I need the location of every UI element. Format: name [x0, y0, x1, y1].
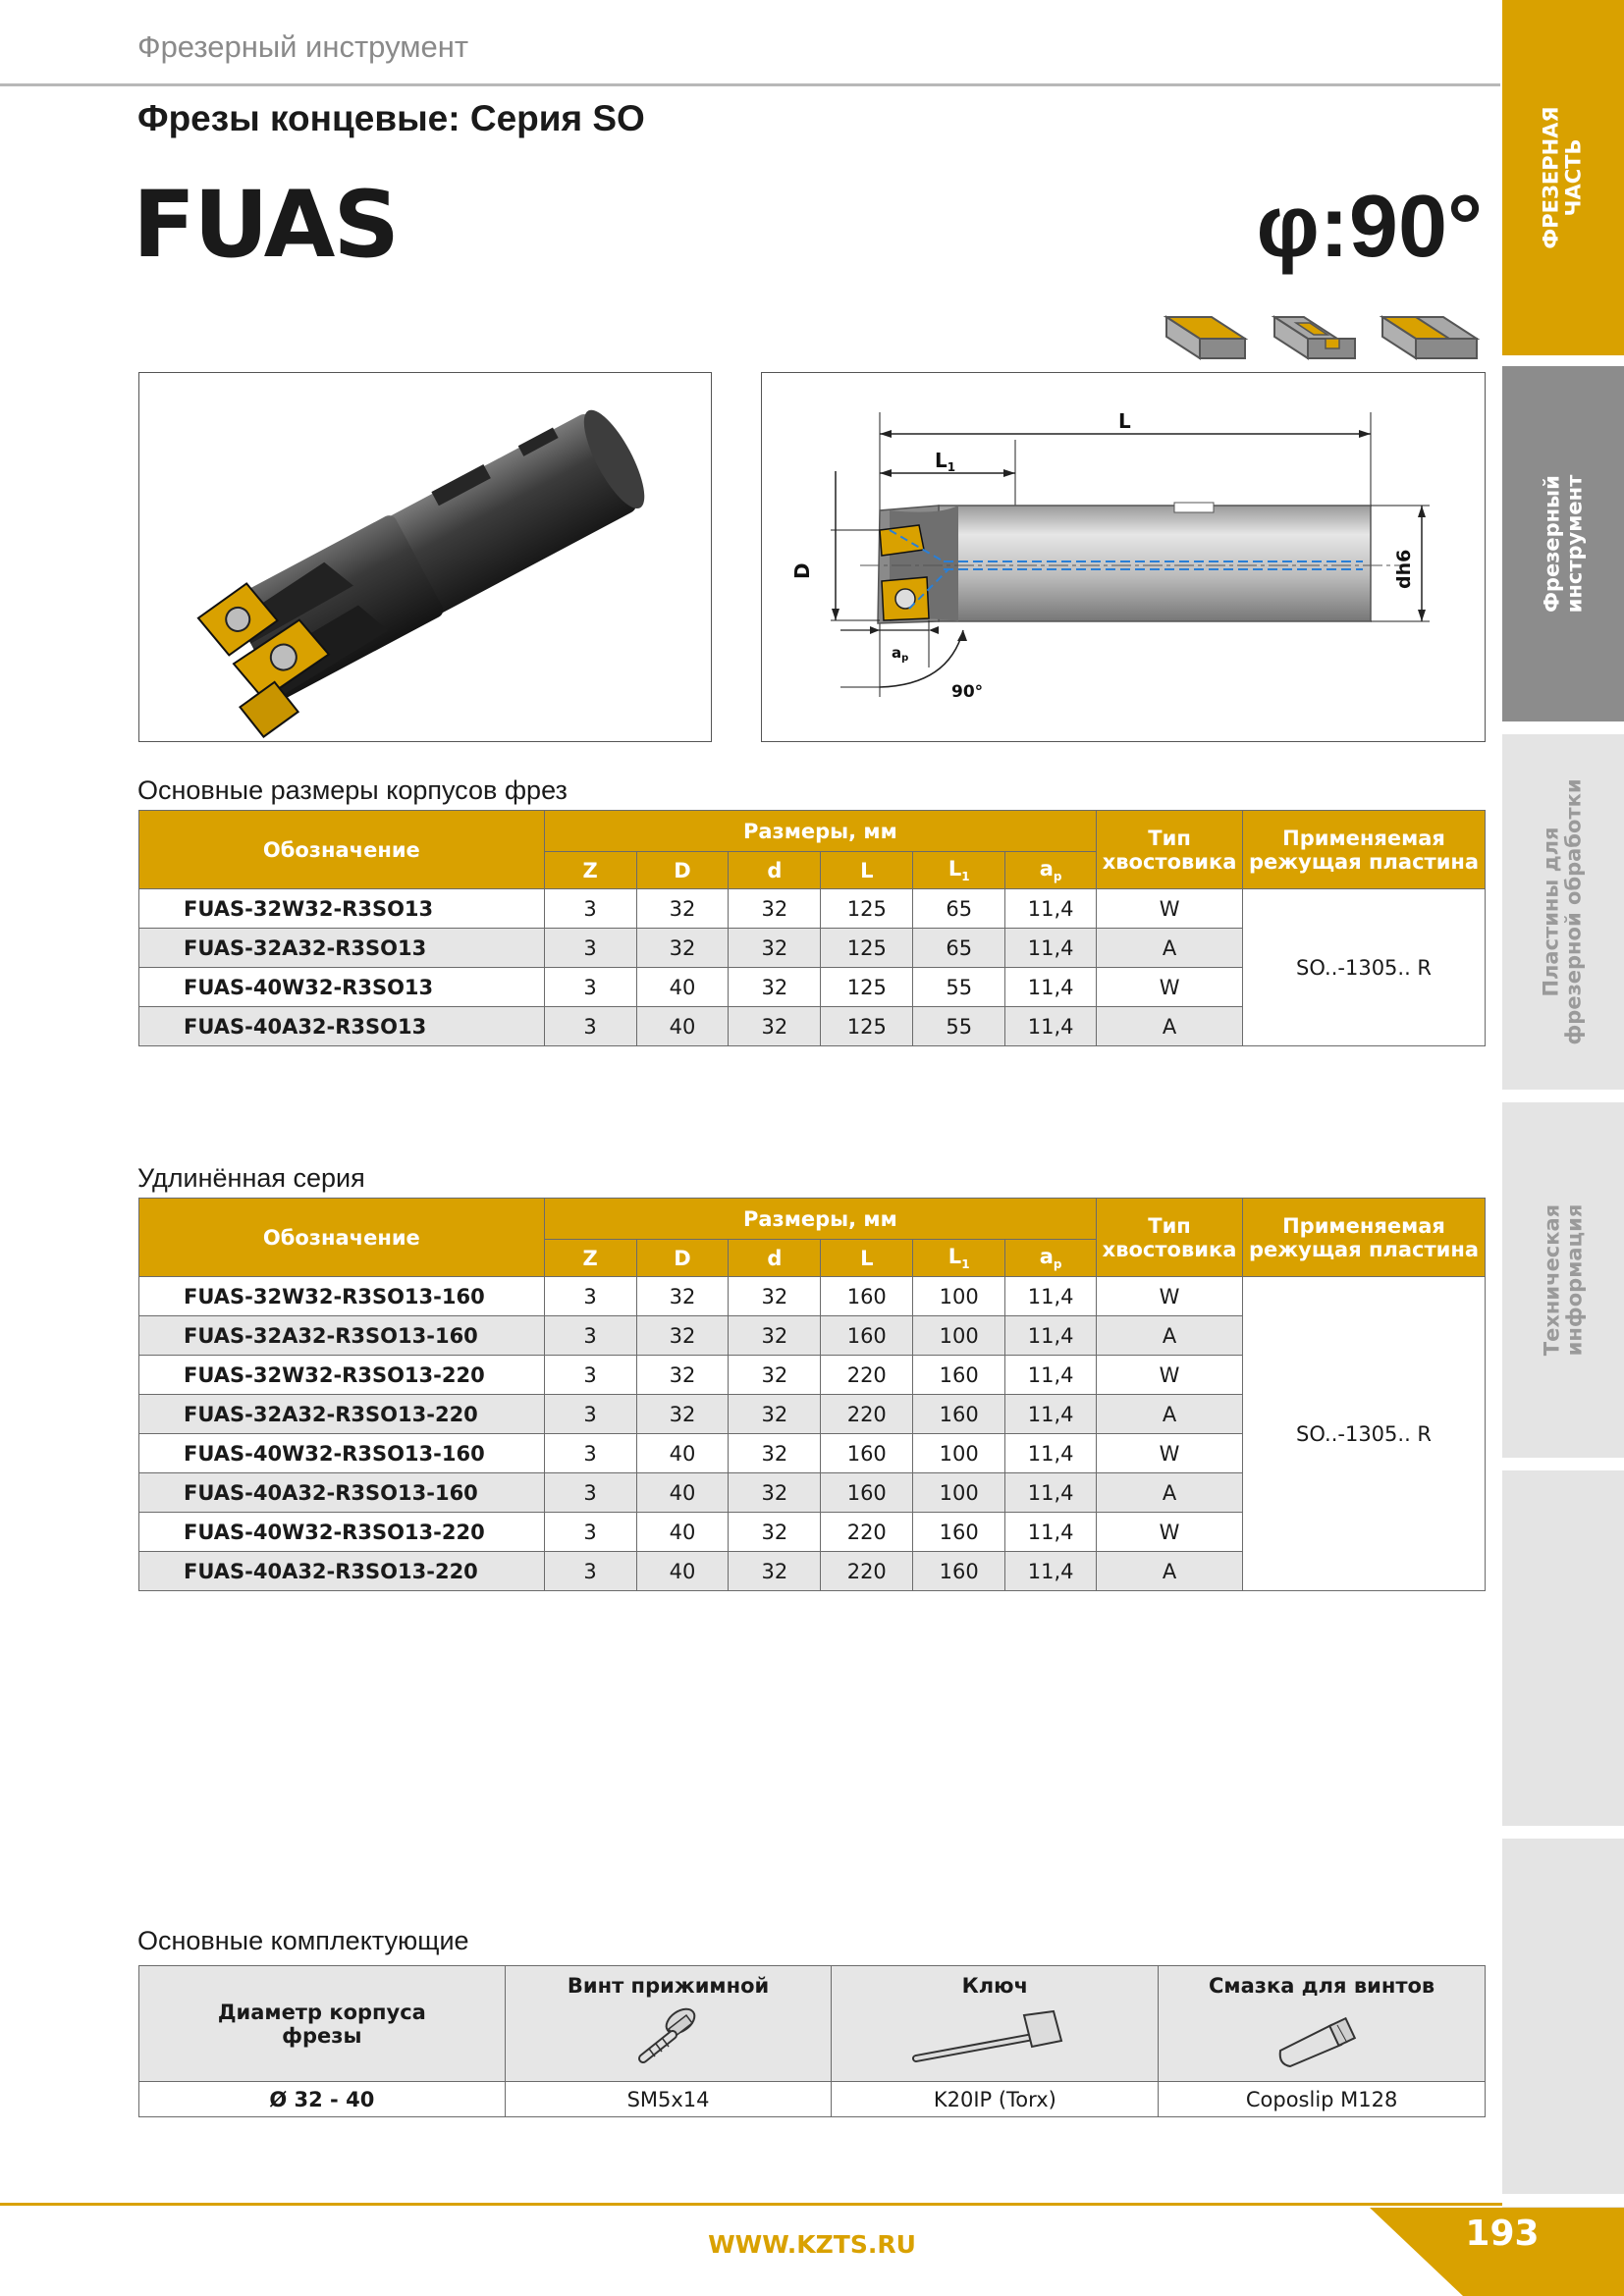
cell-code: FUAS-40A32-R3SO13 — [139, 1007, 545, 1046]
cell-D: 32 — [636, 1395, 729, 1434]
side-tab-technical-info[interactable] — [1502, 1102, 1624, 1458]
cell-D: 32 — [636, 929, 729, 968]
cell-ap: 11,4 — [1005, 1552, 1097, 1591]
cell-insert: SO..-1305.. R — [1243, 889, 1486, 1046]
col-d: d — [729, 1240, 821, 1277]
cell-code: FUAS-40A32-R3SO13-160 — [139, 1473, 545, 1513]
cell-z: 3 — [544, 1395, 636, 1434]
dimension-drawing — [762, 373, 1487, 743]
cell-z: 3 — [544, 1356, 636, 1395]
lead-angle-label: φ:90° — [1256, 178, 1483, 276]
cell-L: 220 — [821, 1552, 913, 1591]
cell-code: FUAS-40W32-R3SO13-220 — [139, 1513, 545, 1552]
cell-d: 32 — [729, 1434, 821, 1473]
cell-z: 3 — [544, 1473, 636, 1513]
cell-code: FUAS-32A32-R3SO13-220 — [139, 1395, 545, 1434]
acc-grease-label: Смазка для винтов — [1209, 1974, 1435, 1998]
cell-code: FUAS-40W32-R3SO13-160 — [139, 1434, 545, 1473]
side-tab-label: Техническая информация — [1540, 1203, 1586, 1357]
cell-d: 32 — [729, 968, 821, 1007]
acc-key-value: K20IP (Torx) — [832, 2082, 1159, 2117]
cell-z: 3 — [544, 1434, 636, 1473]
cell-z: 3 — [544, 1513, 636, 1552]
acc-screw-value: SM5x14 — [505, 2082, 832, 2117]
col-L1: $L_1$ — [913, 1240, 1005, 1277]
acc-col-diameter: Диаметр корпуса фрезы — [139, 1966, 506, 2082]
cell-L1: 55 — [913, 968, 1005, 1007]
cell-z: 3 — [544, 1552, 636, 1591]
cell-ap: 11,4 — [1005, 1473, 1097, 1513]
col-insert: Применяемая режущая пластина — [1243, 1199, 1486, 1277]
dim-dh6-label: dh6 — [1393, 549, 1415, 589]
cell-L: 160 — [821, 1277, 913, 1316]
acc-diameter-value: Ø 32 - 40 — [139, 2082, 506, 2117]
cell-shank: W — [1097, 968, 1243, 1007]
cell-code: FUAS-32W32-R3SO13 — [139, 889, 545, 929]
side-tab-milling-part[interactable] — [1502, 0, 1624, 355]
dim-angle-label: 90° — [951, 682, 984, 702]
cell-L1: 100 — [913, 1473, 1005, 1513]
side-tab-label: ФРЕЗЕРНАЯ ЧАСТЬ — [1540, 106, 1586, 249]
cell-L1: 65 — [913, 889, 1005, 929]
slot-milling-icon — [1274, 317, 1355, 358]
col-designation: Обозначение — [139, 1199, 545, 1277]
col-dimensions: Размеры, мм — [544, 1199, 1096, 1240]
cell-D: 32 — [636, 1356, 729, 1395]
side-tab-label: Фрезерный инструмент — [1540, 474, 1586, 614]
dim-L-label: L — [1118, 409, 1131, 433]
cell-L1: 160 — [913, 1356, 1005, 1395]
col-insert: Применяемая режущая пластина — [1243, 811, 1486, 889]
cell-code: FUAS-40A32-R3SO13-220 — [139, 1552, 545, 1591]
cell-ap: 11,4 — [1005, 1277, 1097, 1316]
product-photo — [138, 372, 712, 742]
cell-d: 32 — [729, 1277, 821, 1316]
col-ap: $a_p$ — [1005, 852, 1097, 889]
cell-D: 32 — [636, 889, 729, 929]
side-tab-label: Пластины для фрезерной обработки — [1540, 778, 1587, 1045]
col-L: L — [821, 852, 913, 889]
cell-d: 32 — [729, 889, 821, 929]
cell-z: 3 — [544, 1316, 636, 1356]
cell-d: 32 — [729, 1552, 821, 1591]
cell-d: 32 — [729, 1473, 821, 1513]
acc-screw-label: Винт прижимной — [567, 1974, 770, 1998]
cell-L1: 55 — [913, 1007, 1005, 1046]
cell-L: 160 — [821, 1434, 913, 1473]
footer-url[interactable]: WWW.KZTS.RU — [708, 2230, 916, 2259]
accessories-table — [138, 1965, 1486, 2117]
cell-L1: 65 — [913, 929, 1005, 968]
cell-D: 40 — [636, 1552, 729, 1591]
acc-col-screw — [505, 1966, 832, 2082]
cell-L1: 160 — [913, 1395, 1005, 1434]
cell-insert: SO..-1305.. R — [1243, 1277, 1486, 1591]
cell-d: 32 — [729, 1513, 821, 1552]
cell-L: 125 — [821, 929, 913, 968]
face-milling-icon — [1166, 317, 1245, 358]
extended-series-table — [138, 1198, 1486, 1591]
cell-L1: 100 — [913, 1316, 1005, 1356]
col-D: D — [636, 852, 729, 889]
cell-code: FUAS-32A32-R3SO13-160 — [139, 1316, 545, 1356]
table1-caption: Основные размеры корпусов фрез — [137, 775, 568, 805]
cell-D: 40 — [636, 968, 729, 1007]
table2-caption: Удлинённая серия — [137, 1163, 365, 1193]
cell-L1: 160 — [913, 1552, 1005, 1591]
cell-D: 40 — [636, 1473, 729, 1513]
shoulder-milling-icon — [1382, 317, 1477, 358]
acc-col-key — [832, 1966, 1159, 2082]
cell-shank: A — [1097, 1007, 1243, 1046]
cell-L: 125 — [821, 968, 913, 1007]
page-number: 193 — [1465, 2214, 1540, 2254]
acc-key-label: Ключ — [961, 1974, 1029, 1998]
operation-icons — [1159, 309, 1485, 368]
cell-shank: W — [1097, 1513, 1243, 1552]
cell-shank: W — [1097, 889, 1243, 929]
col-z: Z — [544, 1240, 636, 1277]
cell-L1: 100 — [913, 1277, 1005, 1316]
dim-L1-label: $L_1$ — [935, 449, 956, 474]
cell-z: 3 — [544, 1007, 636, 1046]
main-dimensions-table — [138, 810, 1486, 1046]
cell-z: 3 — [544, 968, 636, 1007]
torx-key-icon — [906, 2002, 1083, 2070]
cell-z: 3 — [544, 889, 636, 929]
cell-ap: 11,4 — [1005, 1356, 1097, 1395]
side-tab-blank — [1502, 1470, 1624, 1826]
cell-code: FUAS-32W32-R3SO13-220 — [139, 1356, 545, 1395]
cell-L1: 160 — [913, 1513, 1005, 1552]
page-subtitle: Фрезы концевые: Серия SO — [137, 98, 645, 138]
acc-col-grease — [1159, 1966, 1486, 2082]
cell-ap: 11,4 — [1005, 1434, 1097, 1473]
side-tab-milling-tools[interactable] — [1502, 366, 1624, 721]
cell-ap: 11,4 — [1005, 1513, 1097, 1552]
grease-tube-icon — [1263, 2002, 1380, 2070]
cell-d: 32 — [729, 929, 821, 968]
dim-ap-label: $a_p$ — [892, 644, 909, 664]
cell-ap: 11,4 — [1005, 968, 1097, 1007]
cell-z: 3 — [544, 929, 636, 968]
cell-D: 40 — [636, 1007, 729, 1046]
cell-L: 160 — [821, 1316, 913, 1356]
cell-L: 220 — [821, 1513, 913, 1552]
cell-d: 32 — [729, 1316, 821, 1356]
col-shank-type: Тип хвостовика — [1097, 1199, 1243, 1277]
col-designation: Обозначение — [139, 811, 545, 889]
cell-D: 32 — [636, 1277, 729, 1316]
clamping-screw-icon — [629, 2002, 708, 2070]
cell-shank: A — [1097, 1316, 1243, 1356]
footer-divider — [0, 2203, 1502, 2206]
col-L1: $L_1$ — [913, 852, 1005, 889]
cell-ap: 11,4 — [1005, 929, 1097, 968]
col-d: d — [729, 852, 821, 889]
col-z: Z — [544, 852, 636, 889]
col-dimensions: Размеры, мм — [544, 811, 1096, 852]
product-code: FUAS — [133, 172, 399, 279]
cell-D: 40 — [636, 1434, 729, 1473]
header-divider — [0, 83, 1500, 86]
accessories-caption: Основные комплектующие — [137, 1926, 469, 1955]
cell-code: FUAS-32A32-R3SO13 — [139, 929, 545, 968]
col-shank-type: Тип хвостовика — [1097, 811, 1243, 889]
side-tab-blank — [1502, 1839, 1624, 2194]
cell-L: 220 — [821, 1356, 913, 1395]
cell-ap: 11,4 — [1005, 1395, 1097, 1434]
side-tab-milling-inserts[interactable] — [1502, 734, 1624, 1090]
cell-shank: A — [1097, 929, 1243, 968]
cell-code: FUAS-32W32-R3SO13-160 — [139, 1277, 545, 1316]
cell-shank: W — [1097, 1356, 1243, 1395]
table-row — [139, 889, 1486, 929]
cell-d: 32 — [729, 1395, 821, 1434]
cell-code: FUAS-40W32-R3SO13 — [139, 968, 545, 1007]
table-row — [139, 1277, 1486, 1316]
cell-shank: W — [1097, 1434, 1243, 1473]
cell-D: 32 — [636, 1316, 729, 1356]
cell-d: 32 — [729, 1007, 821, 1046]
cell-ap: 11,4 — [1005, 1316, 1097, 1356]
col-D: D — [636, 1240, 729, 1277]
col-L: L — [821, 1240, 913, 1277]
cell-d: 32 — [729, 1356, 821, 1395]
cell-D: 40 — [636, 1513, 729, 1552]
section-name: Фрезерный инструмент — [137, 29, 469, 64]
cell-shank: A — [1097, 1552, 1243, 1591]
col-ap: $a_p$ — [1005, 1240, 1097, 1277]
cell-ap: 11,4 — [1005, 1007, 1097, 1046]
cell-shank: A — [1097, 1395, 1243, 1434]
cell-L: 125 — [821, 889, 913, 929]
dim-D-label: D — [790, 562, 814, 579]
acc-grease-value: Coposlip M128 — [1159, 2082, 1486, 2117]
cell-z: 3 — [544, 1277, 636, 1316]
end-mill-illustration — [139, 373, 713, 743]
technical-drawing — [761, 372, 1486, 742]
cell-L: 220 — [821, 1395, 913, 1434]
cell-shank: W — [1097, 1277, 1243, 1316]
cell-ap: 11,4 — [1005, 889, 1097, 929]
cell-L: 160 — [821, 1473, 913, 1513]
cell-shank: A — [1097, 1473, 1243, 1513]
cell-L: 125 — [821, 1007, 913, 1046]
cell-L1: 100 — [913, 1434, 1005, 1473]
